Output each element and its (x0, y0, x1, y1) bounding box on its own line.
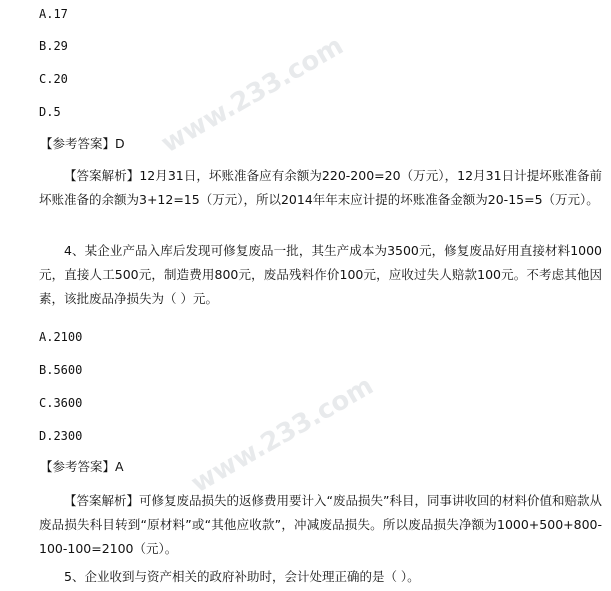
q4-reference-answer: 【参考答案】A (40, 459, 124, 474)
q4-option-b: B.5600 (39, 363, 83, 377)
q4-option-d: D.2300 (39, 429, 83, 443)
q4-option-a: A.2100 (39, 330, 83, 344)
watermark: www.233.com (156, 30, 349, 160)
q4-answer-analysis: 【答案解析】可修复废品损失的返修费用要计入“废品损失”科目，同事讲收回的材料价值和赔款从废品损失科目转到“原材料”或“其他应收款”，冲减废品损失。所以废品损失净额为1000+500+800-100-100=2100（元）。 (39, 493, 602, 556)
q3-option-b: B.29 (39, 39, 68, 53)
q4-question-stem: 4、某企业产品入库后发现可修复废品一批，其生产成本为3500元，修复废品好用直接材料1000元，直接人工500元，制造费用800元，废品残料作价100元，应收过失人赔款100元。不考虑其他因素，该批废品净损失为（ ）元。 (39, 243, 602, 306)
q4-option-c: C.3600 (39, 396, 83, 410)
q3-option-a: A.17 (39, 7, 68, 21)
q3-option-c: C.20 (39, 72, 68, 86)
q3-option-d: D.5 (39, 105, 61, 119)
q3-answer-analysis: 【答案解析】12月31日，坏账准备应有余额为220-200=20（万元），12月31日计提坏账准备前坏账准备的余额为3+12=15（万元），所以2014年年末应计提的坏账准备金额为20-15=5（万元）。 (39, 168, 602, 207)
q3-reference-answer: 【参考答案】D (40, 136, 125, 151)
watermark: www.233.com (186, 370, 379, 500)
q5-question-stem: 5、企业收到与资产相关的政府补助时，会计处理正确的是（ ）。 (64, 569, 420, 584)
